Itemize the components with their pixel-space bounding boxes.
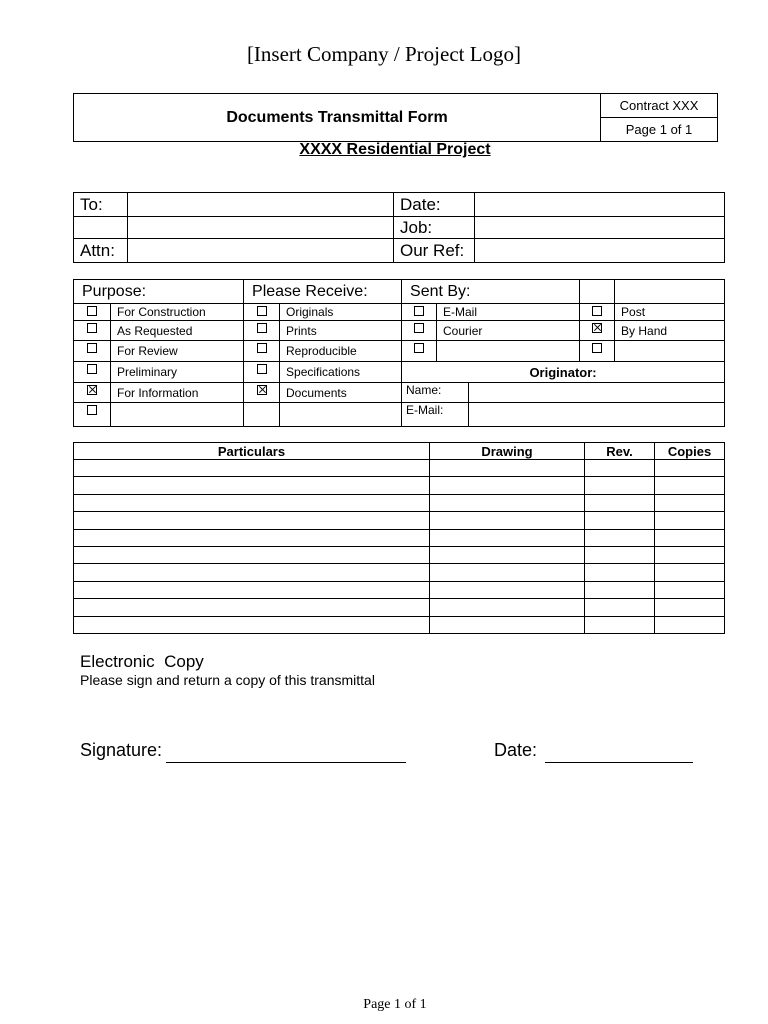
signature-date-label: Date: <box>494 740 538 760</box>
checkbox-purpose-blank[interactable] <box>87 405 97 415</box>
purpose-header: Purpose: <box>74 280 244 304</box>
label-documents: Documents <box>280 383 402 403</box>
checkbox-cell[interactable] <box>402 341 437 362</box>
label-reproducible: Reproducible <box>280 341 402 362</box>
originator-name-field[interactable] <box>469 383 725 403</box>
copies-cell[interactable] <box>655 581 725 598</box>
particulars-cell[interactable] <box>74 546 430 563</box>
job-label: Job: <box>394 217 475 239</box>
checkbox-sent-blank-a[interactable] <box>414 343 424 353</box>
label-sent-blank-a <box>437 341 580 362</box>
particulars-cell[interactable] <box>74 564 430 581</box>
particulars-cell[interactable] <box>74 599 430 616</box>
checkbox-courier[interactable] <box>414 323 424 333</box>
checkbox-email[interactable] <box>414 306 424 316</box>
table-row <box>74 616 725 633</box>
label-originals: Originals <box>280 304 402 321</box>
particulars-table <box>73 442 725 634</box>
checkbox-cell[interactable] <box>580 304 615 321</box>
project-title: XXXX Residential Project <box>299 141 491 158</box>
signature-line[interactable] <box>166 762 406 763</box>
form-title: Documents Transmittal Form <box>74 94 601 142</box>
particulars-cell[interactable] <box>74 616 430 633</box>
drawing-cell[interactable] <box>430 460 585 477</box>
col-header-particulars: Particulars <box>74 443 430 460</box>
contract-number: Contract XXX <box>601 94 718 118</box>
particulars-cell[interactable] <box>74 460 430 477</box>
checkbox-cell[interactable] <box>74 383 111 403</box>
label-specifications: Specifications <box>280 362 402 383</box>
label-prints: Prints <box>280 321 402 341</box>
receive-header: Please Receive: <box>244 280 402 304</box>
originator-email-label: E-Mail: <box>402 403 469 427</box>
footer-page-number: Page 1 of 1 <box>363 997 427 1012</box>
label-for-review: For Review <box>111 341 244 362</box>
label-by-hand: By Hand <box>615 321 725 341</box>
copies-cell[interactable] <box>655 460 725 477</box>
date-label: Date: <box>394 193 475 217</box>
ref-label: Our Ref: <box>394 239 475 263</box>
checkbox-sent-blank-b[interactable] <box>592 343 602 353</box>
address-table <box>73 192 725 263</box>
sent-header-blank-2 <box>615 280 725 304</box>
copies-cell[interactable] <box>655 477 725 494</box>
particulars-cell[interactable] <box>74 581 430 598</box>
checkbox-documents[interactable] <box>257 385 267 395</box>
table-row <box>74 494 725 511</box>
logo-placeholder: [Insert Company / Project Logo] <box>246 42 522 66</box>
attn-field[interactable] <box>128 239 394 263</box>
copies-cell[interactable] <box>655 494 725 511</box>
checkbox-originals[interactable] <box>257 306 267 316</box>
date-field[interactable] <box>475 193 725 217</box>
table-row <box>74 546 725 563</box>
particulars-cell[interactable] <box>74 494 430 511</box>
electronic-copy-label: Electronic Copy <box>80 652 204 671</box>
drawing-cell[interactable] <box>430 564 585 581</box>
label-sent-blank-b <box>615 341 725 362</box>
rev-cell[interactable] <box>585 581 655 598</box>
checkbox-prints[interactable] <box>257 323 267 333</box>
rev-cell[interactable] <box>585 460 655 477</box>
signature-date-line[interactable] <box>545 762 693 763</box>
drawing-cell[interactable] <box>430 494 585 511</box>
checkbox-for-construction[interactable] <box>87 306 97 316</box>
copies-cell[interactable] <box>655 564 725 581</box>
sent-header-blank <box>580 280 615 304</box>
label-for-information: For Information <box>111 383 244 403</box>
page-indicator: Page 1 of 1 <box>601 118 718 142</box>
to-field-continued[interactable] <box>128 217 394 239</box>
rev-cell[interactable] <box>585 599 655 616</box>
checkbox-as-requested[interactable] <box>87 323 97 333</box>
originator-header: Originator: <box>402 362 725 383</box>
copies-cell[interactable] <box>655 599 725 616</box>
originator-name-label: Name: <box>402 383 469 403</box>
label-as-requested: As Requested <box>111 321 244 341</box>
copies-cell[interactable] <box>655 529 725 546</box>
particulars-cell[interactable] <box>74 512 430 529</box>
drawing-cell[interactable] <box>430 599 585 616</box>
receive-blank-label <box>280 403 402 427</box>
checkbox-cell[interactable] <box>74 321 111 341</box>
drawing-cell[interactable] <box>430 477 585 494</box>
col-header-rev: Rev. <box>585 443 655 460</box>
copies-cell[interactable] <box>655 616 725 633</box>
table-row <box>74 529 725 546</box>
checkbox-reproducible[interactable] <box>257 343 267 353</box>
sign-return-note: Please sign and return a copy of this transmittal <box>80 672 375 688</box>
checkbox-cell[interactable] <box>244 341 280 362</box>
to-label: To: <box>74 193 128 217</box>
label-courier: Courier <box>437 321 580 341</box>
rev-cell[interactable] <box>585 494 655 511</box>
rev-cell[interactable] <box>585 477 655 494</box>
label-for-construction: For Construction <box>111 304 244 321</box>
checkbox-cell[interactable] <box>402 321 437 341</box>
label-post: Post <box>615 304 725 321</box>
checkbox-cell[interactable] <box>244 362 280 383</box>
rev-cell[interactable] <box>585 616 655 633</box>
label-email: E-Mail <box>437 304 580 321</box>
receive-blank-cell <box>244 403 280 427</box>
attn-label: Attn: <box>74 239 128 263</box>
table-row <box>74 460 725 477</box>
checkbox-cell[interactable] <box>580 321 615 341</box>
table-row <box>74 581 725 598</box>
label-preliminary: Preliminary <box>111 362 244 383</box>
checkbox-by-hand[interactable] <box>592 323 602 333</box>
checkbox-cell[interactable] <box>580 341 615 362</box>
table-row <box>74 477 725 494</box>
originator-email-field[interactable] <box>469 403 725 427</box>
drawing-cell[interactable] <box>430 581 585 598</box>
particulars-cell[interactable] <box>74 529 430 546</box>
checkbox-post[interactable] <box>592 306 602 316</box>
checkbox-cell[interactable] <box>244 304 280 321</box>
purpose-table <box>73 279 725 427</box>
drawing-cell[interactable] <box>430 546 585 563</box>
checkbox-for-review[interactable] <box>87 343 97 353</box>
checkbox-specifications[interactable] <box>257 364 267 374</box>
ref-field[interactable] <box>475 239 725 263</box>
particulars-cell[interactable] <box>74 477 430 494</box>
col-header-drawing: Drawing <box>430 443 585 460</box>
rev-cell[interactable] <box>585 529 655 546</box>
drawing-cell[interactable] <box>430 529 585 546</box>
copies-cell[interactable] <box>655 512 725 529</box>
to-field[interactable] <box>128 193 394 217</box>
drawing-cell[interactable] <box>430 512 585 529</box>
sent-header: Sent By: <box>402 280 580 304</box>
checkbox-cell[interactable] <box>74 304 111 321</box>
rev-cell[interactable] <box>585 564 655 581</box>
checkbox-for-information[interactable] <box>87 385 97 395</box>
checkbox-cell[interactable] <box>74 341 111 362</box>
col-header-copies: Copies <box>655 443 725 460</box>
checkbox-cell[interactable] <box>402 304 437 321</box>
header-box <box>73 93 718 142</box>
rev-cell[interactable] <box>585 546 655 563</box>
label-purpose-blank <box>111 403 244 427</box>
checkbox-cell[interactable] <box>74 362 111 383</box>
table-row <box>74 599 725 616</box>
drawing-cell[interactable] <box>430 616 585 633</box>
checkbox-cell[interactable] <box>74 403 111 427</box>
job-field[interactable] <box>475 217 725 239</box>
signature-label: Signature: <box>80 740 163 760</box>
copies-cell[interactable] <box>655 546 725 563</box>
table-row <box>74 564 725 581</box>
rev-cell[interactable] <box>585 512 655 529</box>
checkbox-preliminary[interactable] <box>87 364 97 374</box>
checkbox-cell[interactable] <box>244 383 280 403</box>
to-label-continued <box>74 217 128 239</box>
table-row <box>74 512 725 529</box>
checkbox-cell[interactable] <box>244 321 280 341</box>
